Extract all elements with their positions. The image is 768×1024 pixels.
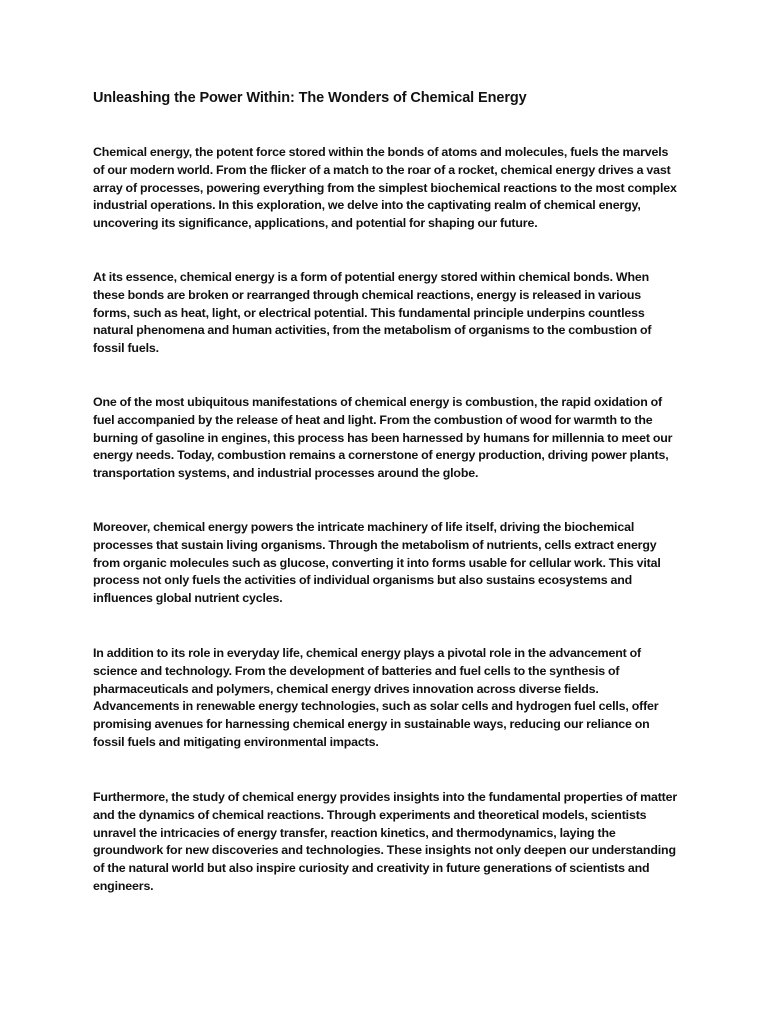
paragraph-4: Moreover, chemical energy powers the intricate machinery of life itself, driving the biochemical processes that sustain living organisms. Through the metabolism of nutrients, cells extract energy from organic molecules such as glucose, converting it into forms usable for cellular work. This vital process not only fuels the activities of individual organisms but also sustains ecosystems and influences global nutrient cycles. <box>93 520 661 606</box>
paragraph-3: One of the most ubiquitous manifestations of chemical energy is combustion, the rapid oxidation of fuel accompanied by the release of heat and light. From the combustion of wood for warmth to the burning of gasoline in engines, this process has been harnessed by humans for millennia to meet our energy needs. Today, combustion remains a cornerstone of energy production, driving power plants, transportation systems, and industrial processes around the globe. <box>93 395 673 481</box>
paragraph-5: In addition to its role in everyday life, chemical energy plays a pivotal role in the advancement of science and technology. From the development of batteries and fuel cells to the synthesis of pharmaceuticals and polymers, chemical energy drives innovation across diverse fields. Advancements in renewable energy technologies, such as solar cells and hydrogen fuel cells, offer promising avenues for harnessing chemical energy in sustainable ways, reducing our reliance on fossil fuels and mitigating environmental impacts. <box>93 646 659 749</box>
paragraph-1: Chemical energy, the potent force stored within the bonds of atoms and molecules, fuels the marvels of our modern world. From the flicker of a match to the roar of a rocket, chemical energy drives a vast array of processes, powering everything from the simplest biochemical reactions to the most complex industrial operations. In this exploration, we delve into the captivating realm of chemical energy, uncovering its significance, applications, and potential for shaping our future. <box>93 145 677 231</box>
document-title: Unleashing the Power Within: The Wonders of Chemical Energy <box>93 90 527 106</box>
paragraph-6: Furthermore, the study of chemical energy provides insights into the fundamental properties of matter and the dynamics of chemical reactions. Through experiments and theoretical models, scientists unravel the intricacies of energy transfer, reaction kinetics, and thermodynamics, laying the groundwork for new discoveries and technologies. These insights not only deepen our understanding of the natural world but also inspire curiosity and creativity in future generations of scientists and engineers. <box>93 790 678 893</box>
paragraph-2: At its essence, chemical energy is a form of potential energy stored within chemical bonds. When these bonds are broken or rearranged through chemical reactions, energy is released in various forms, such as heat, light, or electrical potential. This fundamental principle underpins countless natural phenomena and human activities, from the metabolism of organisms to the combustion of fossil fuels. <box>93 270 652 356</box>
